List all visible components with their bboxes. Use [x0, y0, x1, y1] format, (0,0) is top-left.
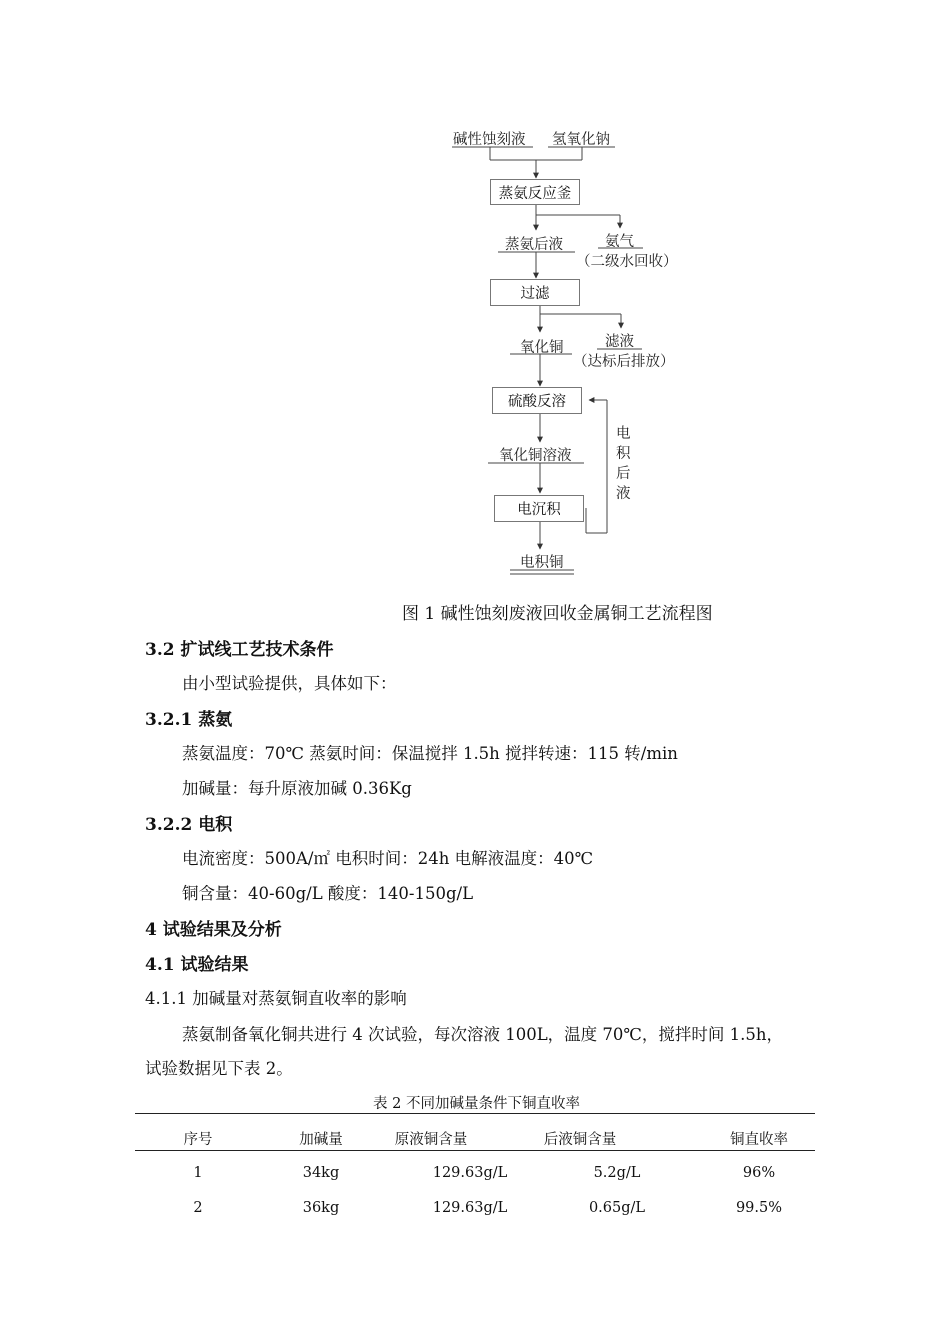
flowchart-lines: [0, 0, 950, 600]
heading-4-1-1: 4.1.1 加碱量对蒸氨铜直收率的影响: [145, 989, 407, 1008]
table-cell: 36kg: [302, 1200, 340, 1216]
input1-label: 碱性蚀刻液: [453, 132, 526, 148]
paragraph-3-2: 由小型试验提供，具体如下：: [182, 674, 397, 693]
heading-3-2: 3.2 扩试线工艺技术条件: [145, 640, 334, 660]
figure-caption: 图 1 碱性蚀刻废液回收金属铜工艺流程图: [402, 604, 713, 624]
side1-label: 氨气: [605, 234, 634, 250]
out4-label: 电积铜: [520, 555, 564, 571]
step4-label: 电沉积: [517, 502, 561, 518]
side2-label: 滤液: [605, 334, 634, 350]
table-top-rule: [135, 1113, 815, 1114]
paragraph-3-2-1-a: 蒸氨温度：70℃ 蒸氨时间：保温搅拌 1.5h 搅拌转速：115 转/min: [182, 744, 678, 763]
table-caption: 表 2 不同加碱量条件下铜直收率: [373, 1096, 580, 1112]
header-cell-raw-copper: 原液铜含量: [394, 1132, 468, 1148]
side2-note: （达标后排放）: [573, 354, 675, 370]
table-cell: 96%: [742, 1165, 776, 1181]
heading-3-2-1: 3.2.1 蒸氨: [145, 710, 233, 730]
table-cell: 99.5%: [735, 1200, 783, 1216]
table-cell: 34kg: [302, 1165, 340, 1181]
table-cell: 5.2g/L: [593, 1165, 641, 1181]
table-cell: 129.63g/L: [432, 1200, 508, 1216]
out3-label: 氧化铜溶液: [499, 448, 572, 464]
step1-box: [490, 179, 580, 205]
step4-box: [494, 495, 584, 522]
loop-label-char-4: 液: [616, 486, 631, 502]
heading-3-2-2: 3.2.2 电积: [145, 815, 233, 835]
input2-label: 氢氧化钠: [552, 132, 610, 148]
step3-box: [492, 387, 582, 414]
side1-note: （二级水回收）: [576, 254, 678, 270]
table-cell: 0.65g/L: [588, 1200, 646, 1216]
loop-label-char-1: 电: [616, 426, 631, 442]
out2-label: 氧化铜: [520, 340, 564, 356]
header-cell-recovery: 铜直收率: [730, 1132, 788, 1148]
paragraph-3-2-2-a: 电流密度：500A/㎡ 电积时间：24h 电解液温度：40℃: [182, 849, 594, 868]
loop-label-char-2: 积: [616, 446, 631, 462]
header-cell-index: 序号: [183, 1132, 213, 1148]
table-cell: 2: [193, 1200, 203, 1216]
step2-label: 过滤: [520, 286, 550, 302]
step2-box: [490, 279, 580, 306]
paragraph-3-2-2-b: 铜含量：40-60g/L 酸度：140-150g/L: [182, 884, 474, 903]
paragraph-4-1-1-b: 试验数据见下表 2。: [145, 1059, 293, 1078]
table-cell: 129.63g/L: [432, 1165, 508, 1181]
table-cell: 1: [193, 1165, 203, 1181]
out1-label: 蒸氨后液: [505, 237, 563, 253]
header-cell-alkali: 加碱量: [299, 1132, 343, 1148]
header-cell-after-copper: 后液铜含量: [543, 1132, 617, 1148]
paragraph-3-2-1-b: 加碱量：每升原液加碱 0.36Kg: [182, 779, 412, 798]
heading-4-1: 4.1 试验结果: [145, 955, 249, 975]
heading-4: 4 试验结果及分析: [145, 920, 282, 940]
step1-label: 蒸氨反应釜: [498, 185, 572, 202]
loop-label-char-3: 后: [616, 466, 631, 482]
table-header-rule: [135, 1150, 815, 1151]
paragraph-4-1-1-a: 蒸氨制备氧化铜共进行 4 次试验，每次溶液 100L，温度 70℃，搅拌时间 1.5h，: [182, 1025, 783, 1044]
step3-label: 硫酸反溶: [508, 394, 566, 410]
